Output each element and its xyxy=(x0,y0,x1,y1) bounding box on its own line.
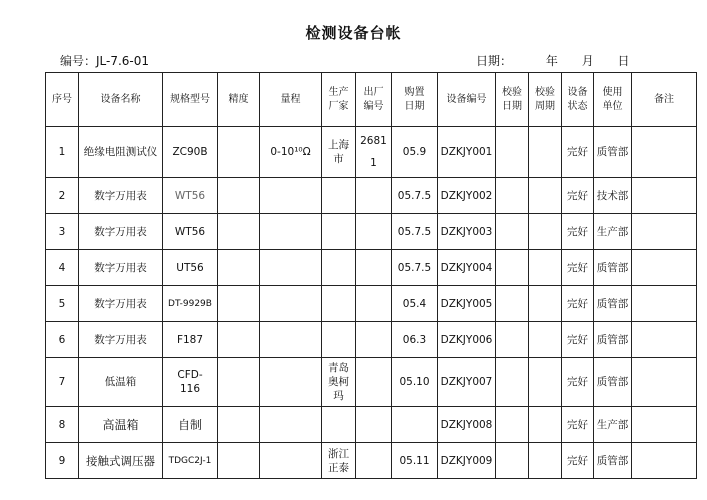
header-check-date: 校验 日期 xyxy=(496,73,529,127)
header-range: 量程 xyxy=(260,73,322,127)
document-title: 检测设备台帐 xyxy=(305,24,402,42)
row-range xyxy=(260,443,322,479)
row-model: TDGC2J-1 xyxy=(163,443,218,479)
table-row xyxy=(46,286,697,322)
row-code: DZKJY008 xyxy=(438,407,496,443)
row-check-date xyxy=(496,358,529,407)
row-no: 4 xyxy=(46,250,79,286)
row-accuracy xyxy=(218,286,260,322)
row-serial: 2681 1 xyxy=(356,127,392,178)
table-row xyxy=(46,178,697,214)
row-check-cycle xyxy=(529,250,562,286)
row-accuracy xyxy=(218,214,260,250)
row-name: 接触式调压器 xyxy=(79,443,163,479)
row-accuracy xyxy=(218,322,260,358)
row-no: 6 xyxy=(46,322,79,358)
row-check-cycle xyxy=(529,358,562,407)
row-range xyxy=(260,407,322,443)
row-note xyxy=(632,443,697,479)
row-maker xyxy=(322,214,356,250)
row-status: 完好 xyxy=(562,358,594,407)
row-model: UT56 xyxy=(163,250,218,286)
row-check-date xyxy=(496,407,529,443)
row-model: ZC90B xyxy=(163,127,218,178)
row-no: 7 xyxy=(46,358,79,407)
row-maker xyxy=(322,407,356,443)
row-code: DZKJY005 xyxy=(438,286,496,322)
date-line xyxy=(476,52,630,69)
row-name: 数字万用表 xyxy=(79,286,163,322)
row-range xyxy=(260,322,322,358)
row-serial xyxy=(356,443,392,479)
row-unit: 质管部 xyxy=(594,443,632,479)
row-name: 绝缘电阻测试仪 xyxy=(79,127,163,178)
row-maker xyxy=(322,322,356,358)
row-no: 5 xyxy=(46,286,79,322)
table-row xyxy=(46,250,697,286)
row-check-cycle xyxy=(529,178,562,214)
row-check-date xyxy=(496,250,529,286)
row-maker: 青岛 奥柯 玛 xyxy=(322,358,356,407)
row-status: 完好 xyxy=(562,443,594,479)
row-code: DZKJY001 xyxy=(438,127,496,178)
header-no: 序号 xyxy=(46,73,79,127)
row-code: DZKJY009 xyxy=(438,443,496,479)
row-purchase xyxy=(392,407,438,443)
row-range xyxy=(260,358,322,407)
row-maker xyxy=(322,250,356,286)
row-check-cycle xyxy=(529,127,562,178)
row-unit: 质管部 xyxy=(594,127,632,178)
table-row xyxy=(46,127,697,178)
row-no: 9 xyxy=(46,443,79,479)
row-status: 完好 xyxy=(562,250,594,286)
row-note xyxy=(632,407,697,443)
row-range xyxy=(260,214,322,250)
equipment-ledger-table xyxy=(45,72,697,479)
row-check-date xyxy=(496,286,529,322)
row-code: DZKJY003 xyxy=(438,214,496,250)
row-purchase: 05.11 xyxy=(392,443,438,479)
row-range xyxy=(260,250,322,286)
row-maker: 浙江 正泰 xyxy=(322,443,356,479)
table-row xyxy=(46,322,697,358)
row-serial xyxy=(356,286,392,322)
row-unit: 质管部 xyxy=(594,286,632,322)
row-no: 1 xyxy=(46,127,79,178)
row-check-cycle xyxy=(529,443,562,479)
row-name: 高温箱 xyxy=(79,407,163,443)
row-accuracy xyxy=(218,443,260,479)
row-note xyxy=(632,250,697,286)
row-code: DZKJY004 xyxy=(438,250,496,286)
row-name: 数字万用表 xyxy=(79,250,163,286)
row-range xyxy=(260,286,322,322)
row-model: DT-9929B xyxy=(163,286,218,322)
header-serial: 出厂 编号 xyxy=(356,73,392,127)
row-serial xyxy=(356,250,392,286)
row-note xyxy=(632,127,697,178)
row-unit: 质管部 xyxy=(594,250,632,286)
header-accuracy: 精度 xyxy=(218,73,260,127)
row-name: 数字万用表 xyxy=(79,214,163,250)
header-maker: 生产 厂家 xyxy=(322,73,356,127)
row-status: 完好 xyxy=(562,178,594,214)
row-name: 低温箱 xyxy=(79,358,163,407)
row-status: 完好 xyxy=(562,127,594,178)
row-name: 数字万用表 xyxy=(79,322,163,358)
header-unit: 使用 单位 xyxy=(594,73,632,127)
header-name: 设备名称 xyxy=(79,73,163,127)
row-model: 自制 xyxy=(163,407,218,443)
row-check-date xyxy=(496,127,529,178)
row-accuracy xyxy=(218,127,260,178)
row-check-date xyxy=(496,214,529,250)
row-status: 完好 xyxy=(562,214,594,250)
row-maker: 上海 市 xyxy=(322,127,356,178)
row-note xyxy=(632,286,697,322)
row-check-cycle xyxy=(529,322,562,358)
header-model: 规格型号 xyxy=(163,73,218,127)
row-unit: 生产部 xyxy=(594,407,632,443)
row-serial xyxy=(356,407,392,443)
document-number: 编号：JL-7.6-01 xyxy=(60,54,150,68)
row-model: WT56 xyxy=(163,214,218,250)
row-purchase: 05.10 xyxy=(392,358,438,407)
row-code: DZKJY006 xyxy=(438,322,496,358)
row-note xyxy=(632,214,697,250)
row-status: 完好 xyxy=(562,322,594,358)
row-serial xyxy=(356,214,392,250)
row-serial xyxy=(356,178,392,214)
row-accuracy xyxy=(218,358,260,407)
row-check-date xyxy=(496,443,529,479)
row-name: 数字万用表 xyxy=(79,178,163,214)
row-no: 3 xyxy=(46,214,79,250)
row-check-cycle xyxy=(529,214,562,250)
row-unit: 生产部 xyxy=(594,214,632,250)
row-check-date xyxy=(496,322,529,358)
row-purchase: 05.7.5 xyxy=(392,178,438,214)
row-maker xyxy=(322,178,356,214)
year-label: 年 xyxy=(545,54,558,68)
header-status: 设备 状态 xyxy=(562,73,594,127)
day-label: 日 xyxy=(617,54,630,68)
row-code: DZKJY002 xyxy=(438,178,496,214)
row-purchase: 05.9 xyxy=(392,127,438,178)
row-range: 0-10¹⁰Ω xyxy=(260,127,322,178)
date-label: 日期： xyxy=(476,54,513,68)
row-maker xyxy=(322,286,356,322)
row-no: 8 xyxy=(46,407,79,443)
header-check-cycle: 校验 周期 xyxy=(529,73,562,127)
row-code: DZKJY007 xyxy=(438,358,496,407)
row-unit: 质管部 xyxy=(594,358,632,407)
table-row xyxy=(46,214,697,250)
header-purchase-date: 购置 日期 xyxy=(392,73,438,127)
table-row xyxy=(46,358,697,407)
row-unit: 质管部 xyxy=(594,322,632,358)
row-status: 完好 xyxy=(562,407,594,443)
row-no: 2 xyxy=(46,178,79,214)
row-accuracy xyxy=(218,178,260,214)
row-note xyxy=(632,322,697,358)
row-model: F187 xyxy=(163,322,218,358)
table-row xyxy=(46,407,697,443)
row-note xyxy=(632,358,697,407)
row-serial xyxy=(356,358,392,407)
row-purchase: 05.7.5 xyxy=(392,214,438,250)
row-purchase: 05.4 xyxy=(392,286,438,322)
row-check-cycle xyxy=(529,286,562,322)
row-serial xyxy=(356,322,392,358)
row-accuracy xyxy=(218,407,260,443)
header-equipment-code: 设备编号 xyxy=(438,73,496,127)
row-range xyxy=(260,178,322,214)
table-header-row xyxy=(46,73,697,127)
row-model: WT56 xyxy=(163,178,218,214)
row-model: CFD- 116 xyxy=(163,358,218,407)
row-check-date xyxy=(496,178,529,214)
table-row xyxy=(46,443,697,479)
month-label: 月 xyxy=(581,54,594,68)
header-note: 备注 xyxy=(632,73,697,127)
row-accuracy xyxy=(218,250,260,286)
row-note xyxy=(632,178,697,214)
row-check-cycle xyxy=(529,407,562,443)
row-unit: 技术部 xyxy=(594,178,632,214)
row-purchase: 05.7.5 xyxy=(392,250,438,286)
row-purchase: 06.3 xyxy=(392,322,438,358)
row-status: 完好 xyxy=(562,286,594,322)
